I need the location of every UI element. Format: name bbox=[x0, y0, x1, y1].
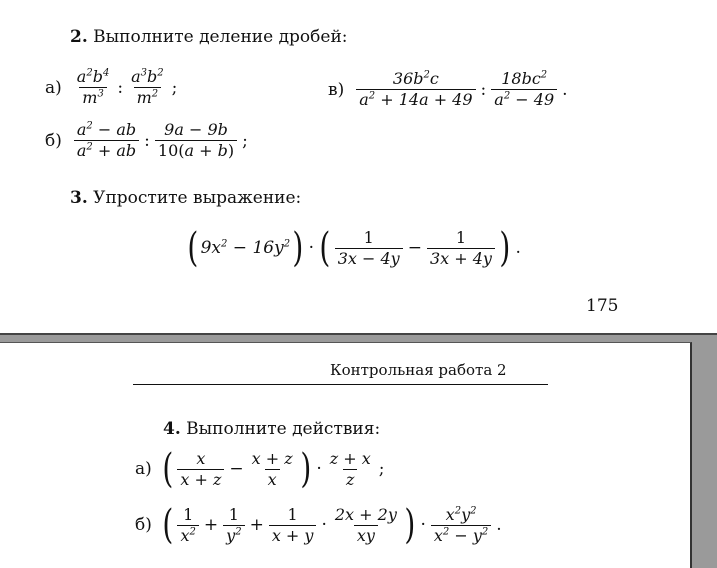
task-3-heading: 3. Упростите выражение: bbox=[70, 188, 302, 208]
task-2b-label: б) bbox=[45, 130, 62, 151]
header-rule bbox=[133, 384, 548, 385]
textbook-page-176 bbox=[0, 342, 692, 568]
task-2v-expression: в) $\frac{36b^2c}{a^2 + 14a + 49}$ : $\frac{18bc^2}{a^2 - 49}$ . bbox=[328, 69, 568, 109]
task-2v-label: в) bbox=[328, 79, 345, 100]
task-2a-expression: а) $\frac{a^2b^4}{m^3}$ : $\frac{a^3b^2}{m^2}$ ; bbox=[45, 67, 178, 107]
task-3-expression: ( $9x^2 - 16y^2$ ) · ( $\frac{1}{3x - 4y}$ − $\frac{1}{3x + 4y}$ ) . bbox=[187, 225, 521, 271]
task-4a-label: а) bbox=[135, 459, 152, 479]
task-4-heading: 4. Выполните действия: bbox=[163, 419, 381, 439]
task-2b-expression: б) $\frac{a^2 - ab}{a^2 + ab}$ : $\frac{9a - 9b}{10(a + b)}$ ; bbox=[45, 120, 248, 160]
task-4a-expression: а) ( $\frac{x}{x + z}$ − $\frac{x + z}{x}$ ) · $\frac{z + x}{z}$ ; bbox=[135, 446, 385, 492]
running-header-title: Контрольная работа 2 bbox=[330, 361, 507, 379]
task-4b-label: б) bbox=[135, 515, 152, 535]
page-number: 175 bbox=[586, 296, 619, 316]
task-2-heading: 2. Выполните деление дробей: bbox=[70, 27, 348, 47]
task-4b-expression: б) ( $\frac{1}{x^2}$ + $\frac{1}{y^2}$ + $\frac{1}{x + y}$ · $\frac{2x + 2y}{xy}$ ) · $\frac{x^2y^2}{x^2 - y^2}$ . bbox=[135, 502, 502, 548]
task-2a-label: а) bbox=[45, 77, 62, 98]
